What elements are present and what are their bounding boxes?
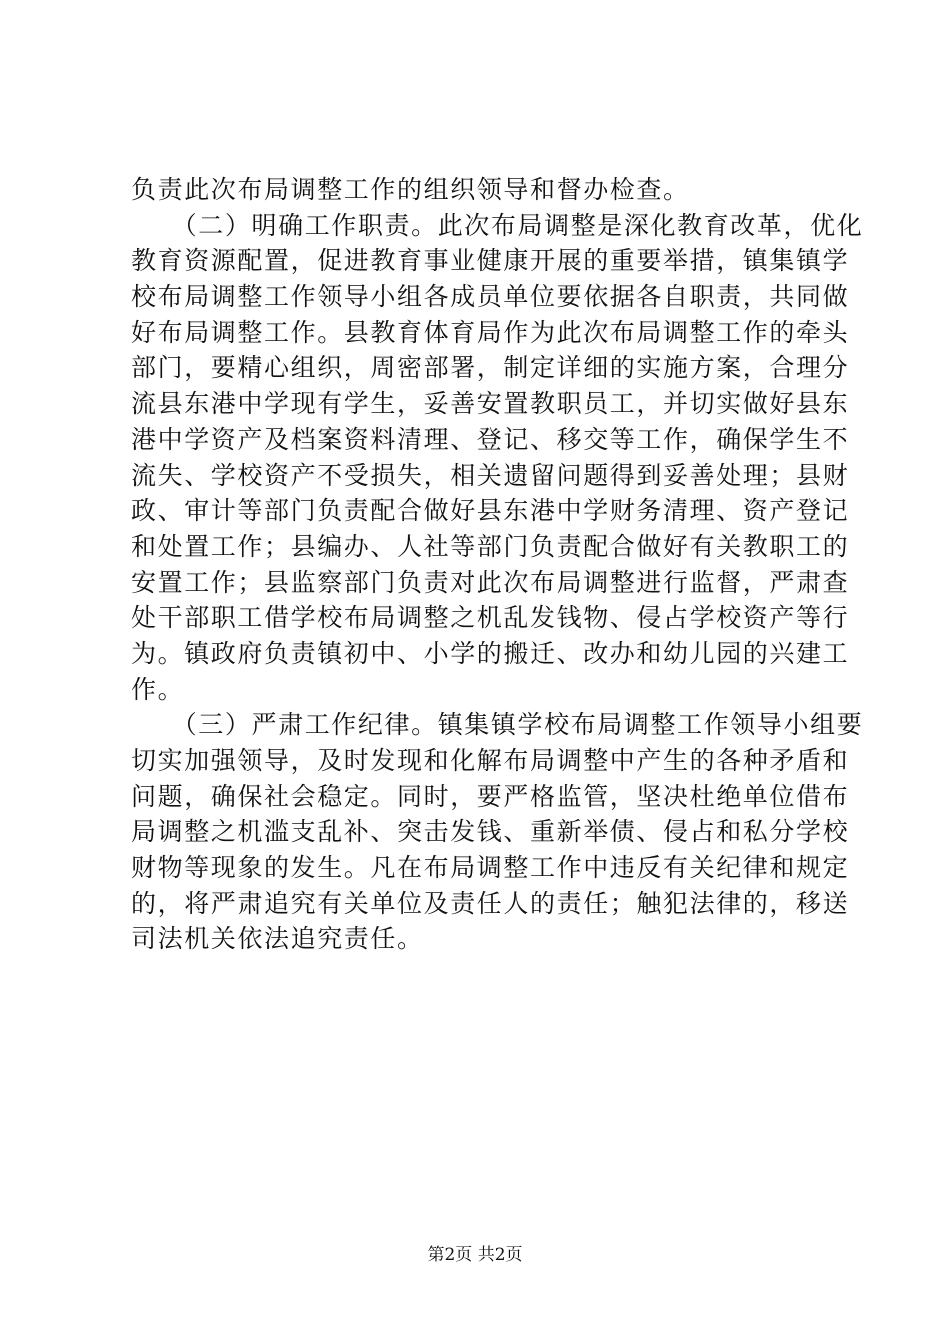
- text-line: 港中学资产及档案资料清理、登记、移交等工作，确保学生不: [131, 424, 850, 454]
- text-line: 部门，要精心组织，周密部署，制定详细的实施方案，合理分: [131, 353, 850, 383]
- text-line: 的，将严肃追究有关单位及责任人的责任；触犯法律的，移送: [131, 888, 850, 918]
- text-line: 财物等现象的发生。凡在布局调整工作中违反有关纪律和规定: [131, 853, 850, 883]
- text-line: 问题，确保社会稳定。同时，要严格监管，坚决杜绝单位借布: [131, 781, 850, 811]
- text-line: 流县东港中学现有学生，妥善安置教职员工，并切实做好县东: [131, 389, 850, 419]
- text-line: 作。: [131, 674, 185, 704]
- text-line: 和处置工作；县编办、人社等部门负责配合做好有关教职工的: [131, 531, 850, 561]
- body-text: [131, 172, 864, 957]
- text-line: 校布局调整工作领导小组各成员单位要依据各自职责，共同做: [131, 282, 850, 312]
- text-line: 流失、学校资产不受损失，相关遗留问题得到妥善处理；县财: [131, 460, 850, 490]
- text-line: 为。镇政府负责镇初中、小学的搬迁、改办和幼儿园的兴建工: [131, 638, 850, 668]
- text-line: 处干部职工借学校布局调整之机乱发钱物、侵占学校资产等行: [131, 603, 850, 633]
- text-line: 负责此次布局调整工作的组织领导和督办检查。: [131, 175, 690, 204]
- page-footer: 第2页 共2页: [427, 1245, 523, 1265]
- text-line: 局调整之机滥支乱补、突击发钱、重新举债、侵占和私分学校: [131, 817, 850, 847]
- text-line: 安置工作；县监察部门负责对此次布局调整进行监督，严肃查: [131, 567, 850, 597]
- text-line: 司法机关依法追究责任。: [131, 924, 424, 954]
- text-line: 教育资源配置，促进教育事业健康开展的重要举措，镇集镇学: [131, 246, 850, 276]
- text-line: 政、审计等部门负责配合做好县东港中学财务清理、资产登记: [131, 496, 850, 526]
- text-line: （二）明确工作职责。此次布局调整是深化教育改革，优化: [131, 210, 864, 240]
- text-line: 好布局调整工作。县教育体育局作为此次布局调整工作的牵头: [131, 317, 850, 347]
- text-line: （三）严肃工作纪律。镇集镇学校布局调整工作领导小组要: [131, 710, 864, 740]
- text-line: 切实加强领导，及时发现和化解布局调整中产生的各种矛盾和: [131, 746, 850, 775]
